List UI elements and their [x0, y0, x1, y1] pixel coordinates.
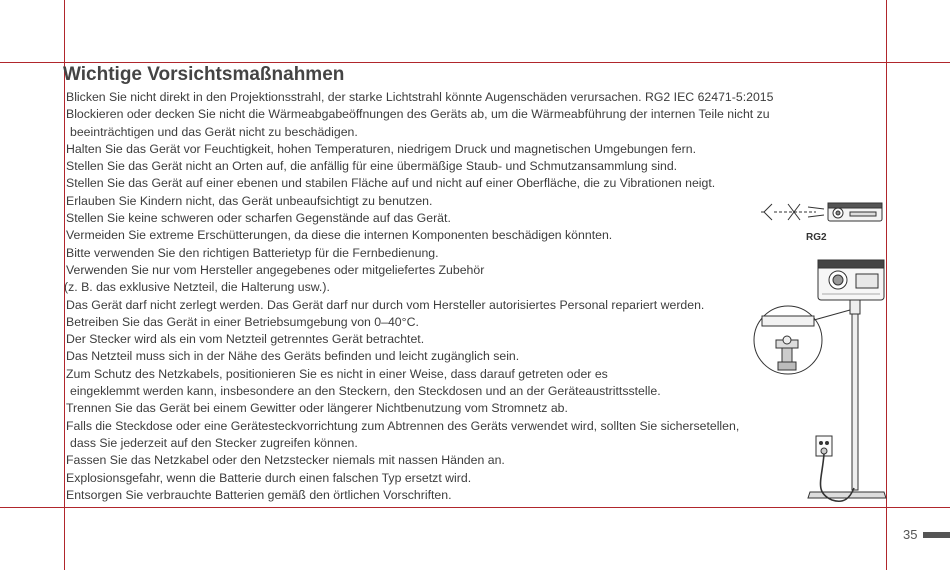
- text-line: Bitte verwenden Sie den richtigen Batterietyp für die Fernbedienung.: [66, 245, 439, 260]
- crop-mark-top: [0, 62, 950, 63]
- projector-stand-illustration: [752, 250, 888, 508]
- text-line: Stellen Sie das Gerät auf einer ebenen und stabilen Fläche auf und nicht auf einer Oberfläche, die zu Vibrationen neigt.: [66, 176, 716, 191]
- text-line: Trennen Sie das Gerät bei einem Gewitter oder längerer Nichtbenutzung vom Stromnetz ab.: [66, 401, 568, 416]
- projector-icon: [828, 203, 882, 221]
- text-line: dass Sie jederzeit auf den Stecker zugreifen können.: [70, 435, 358, 450]
- eye-icon: [761, 204, 772, 220]
- precautions-list: [66, 89, 773, 504]
- text-line: Blockieren oder decken Sie nicht die Wärmeabgabeöffnungen des Geräts ab, um die Wärmeabführung der internen Teile nicht zu: [66, 107, 770, 122]
- rg2-warning-illustration: [758, 198, 888, 230]
- page-number: 35: [903, 527, 918, 542]
- page-title: Wichtige Vorsichtsmaßnahmen: [63, 64, 345, 85]
- text-line: Der Stecker wird als ein vom Netzteil getrenntes Gerät betrachtet.: [66, 332, 425, 347]
- text-line: Stellen Sie keine schweren oder scharfen Gegenstände auf das Gerät.: [66, 211, 451, 226]
- rg2-label: RG2: [806, 232, 827, 243]
- text-line: Verwenden Sie nur vom Hersteller angegebenes oder mitgeliefertes Zubehör: [66, 262, 485, 277]
- text-line: Vermeiden Sie extreme Erschütterungen, da diese die internen Komponenten beschädigen könnten.: [66, 228, 613, 243]
- text-line: Entsorgen Sie verbrauchte Batterien gemäß den örtlichen Vorschriften.: [66, 487, 452, 502]
- text-line: (z. B. das exklusive Netzteil, die Halterung usw.).: [64, 280, 330, 295]
- text-line: Das Gerät darf nicht zerlegt werden. Das Gerät darf nur durch vom Hersteller autorisiertes Personal repariert werden.: [66, 297, 705, 312]
- text-line: beeinträchtigen und das Gerät nicht zu beschädigen.: [70, 124, 358, 139]
- magnifier-detail-icon: [754, 306, 850, 374]
- text-line: Zum Schutz des Netzkabels, positionieren Sie es nicht in einer Weise, dass darauf getreten oder es: [66, 366, 608, 381]
- text-line: Explosionsgefahr, wenn die Batterie durch einen falschen Typ ersetzt wird.: [66, 470, 472, 485]
- text-line: Halten Sie das Gerät vor Feuchtigkeit, hohen Temperaturen, niedrigem Druck und magnetischen Umgebungen fern.: [66, 141, 696, 156]
- page-number-bar: [923, 532, 950, 538]
- projector-icon: [818, 260, 884, 300]
- text-line: Stellen Sie das Gerät nicht an Orten auf, die anfällig für eine übermäßige Staub- und Schmutzansammlung sind.: [66, 159, 678, 174]
- light-beam-icon: [774, 204, 824, 220]
- text-line: Erlauben Sie Kindern nicht, das Gerät unbeaufsichtigt zu benutzen.: [66, 193, 433, 208]
- power-outlet-icon: [816, 436, 832, 456]
- text-line: Das Netzteil muss sich in der Nähe des Geräts befinden und leicht zugänglich sein.: [66, 349, 520, 364]
- text-line: Betreiben Sie das Gerät in einer Betriebsumgebung von 0–40°C.: [66, 314, 419, 329]
- text-line: Falls die Steckdose oder eine Gerätesteckvorrichtung zum Abtrennen des Geräts verwendet wird, sollten Sie sichersetellen,: [66, 418, 740, 433]
- text-line: Blicken Sie nicht direkt in den Projektionsstrahl, der starke Lichtstrahl könnte Augenschäden verursachen. RG2 IEC 62471-5:2015: [66, 90, 774, 104]
- text-line: eingeklemmt werden kann, insbesondere an den Steckern, den Steckdosen und an der Geräteaustrittsstelle.: [70, 384, 661, 399]
- text-line: Fassen Sie das Netzkabel oder den Netzstecker niemals mit nassen Händen an.: [66, 453, 505, 468]
